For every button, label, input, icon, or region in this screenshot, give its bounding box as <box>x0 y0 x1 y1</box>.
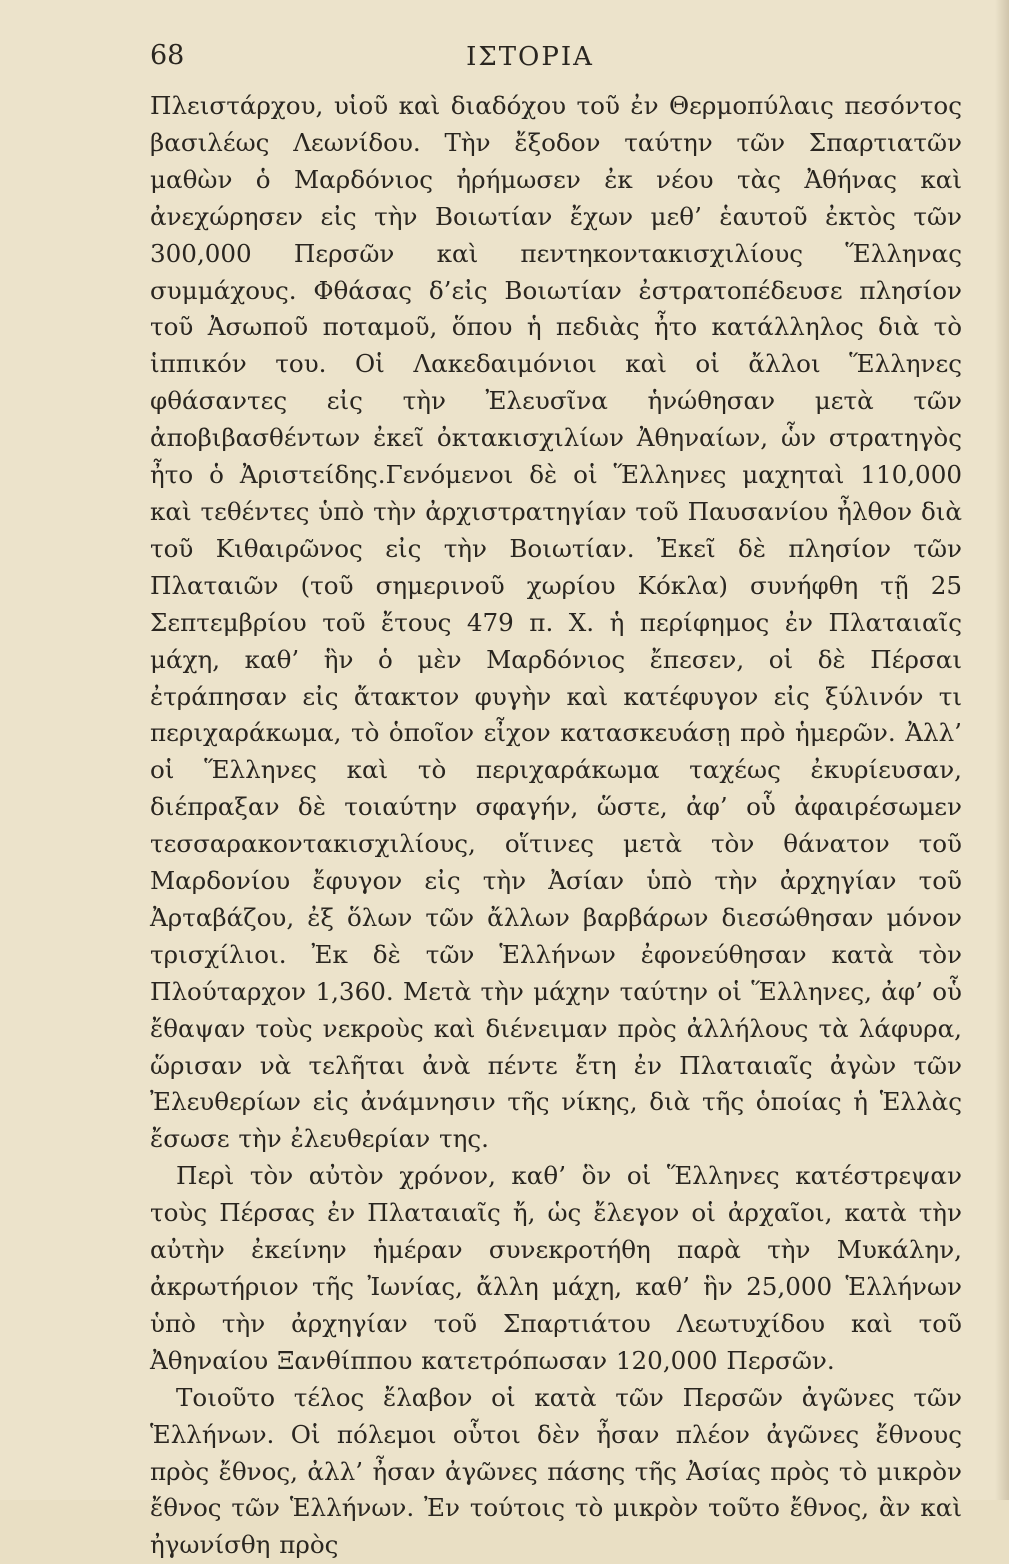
running-head: ΙΣΤΟΡΙΑ <box>466 42 594 72</box>
paragraph-1: Πλειστάρχου, υἱοῦ καὶ διαδόχου τοῦ ἐν Θερμοπύλαις πεσόντος βασιλέως Λεωνίδου. Τὴν ἔξοδον ταύτην τῶν Σπαρτιατῶν μαθὼν ὁ Μαρδόνιος ἠρήμωσεν ἐκ νέου τὰς Ἀθήνας καὶ ἀνεχώρησεν εἰς τὴν Βοιωτίαν ἔχων μεθ’ ἑαυτοῦ ἐκτὸς τῶν 300,000 Περσῶν καὶ πεντηκοντακισχιλίους Ἕλληνας συμμάχους. Φθάσας δ’εἰς Βοιωτίαν ἐστρατοπέδευσε πλησίον τοῦ Ἀσωποῦ ποταμοῦ, ὅπου ἡ πεδιὰς ἦτο κατάλληλος διὰ τὸ ἱππικόν του. Οἱ Λακεδαιμόνιοι καὶ οἱ ἄλλοι Ἕλληνες φθάσαντες εἰς τὴν Ἐλευσῖνα ἡνώθησαν μετὰ τῶν ἀποβιβασθέντων ἐκεῖ ὀκτακισχιλίων Ἀθηναίων, ὧν στρατηγὸς ἦτο ὁ Ἀριστείδης.Γενόμενοι δὲ οἱ Ἕλληνες μαχηταὶ 110,000 καὶ τεθέντες ὑπὸ τὴν ἀρχιστρατηγίαν τοῦ Παυσανίου ἦλθον διὰ τοῦ Κιθαιρῶνος εἰς τὴν Βοιωτίαν. Ἐκεῖ δὲ πλησίον τῶν Πλαταιῶν (τοῦ σημερινοῦ χωρίου Κόκλα) συνήφθη τῇ 25 Σεπτεμβρίου τοῦ ἔτους 479 π. Χ. ἡ περίφημος ἐν Πλαταιαῖς μάχη, καθ’ ἣν ὁ μὲν Μαρδόνιος ἔπεσεν, οἱ δὲ Πέρσαι ἐτράπησαν εἰς ἄτακτον φυγὴν καὶ κατέφυγον εἰς ξύλινόν τι περιχαράκωμα, τὸ ὁποῖον εἶχον κατασκευάσῃ πρὸ ἡμερῶν. Ἀλλ’ οἱ Ἕλληνες καὶ τὸ περιχαράκωμα ταχέως ἐκυρίευσαν, διέπραξαν δὲ τοιαύτην σφαγήν, ὥστε, ἀφ’ οὗ ἀφαιρέσωμεν τεσσαρακοντακισχιλίους, οἵτινες μετὰ τὸν θάνατον τοῦ Μαρδονίου ἔφυγον εἰς τὴν Ἀσίαν ὑπὸ τὴν ἀρχηγίαν τοῦ Ἀρταβάζου, ἐξ ὅλων τῶν ἄλλων βαρβάρων διεσώθησαν μόνον τρισχίλιοι. Ἐκ δὲ τῶν Ἑλλήνων ἐφονεύθησαν κατὰ τὸν Πλούταρχον 1,360. Μετὰ τὴν μάχην ταύτην οἱ Ἕλληνες, ἀφ’ οὗ ἔθαψαν τοὺς νεκροὺς καὶ διένειμαν πρὸς ἀλλήλους τὰ λάφυρα, ὥρισαν νὰ τελῆται ἀνὰ πέντε ἔτη ἐν Πλαταιαῖς ἀγὼν τῶν Ἐλευθερίων εἰς ἀνάμνησιν τῆς νίκης, διὰ τῆς ὁποίας ἡ Ἑλλὰς ἔσωσε τὴν ἐλευθερίαν της. <box>150 91 962 1154</box>
page-header <box>150 40 910 80</box>
paragraph-2: Περὶ τὸν αὐτὸν χρόνον, καθ’ ὃν οἱ Ἕλληνες κατέστρεψαν τοὺς Πέρσας ἐν Πλαταιαῖς ἤ, ὡς ἔλεγον οἱ ἀρχαῖοι, κατὰ τὴν αὐτὴν ἐκείνην ἡμέραν συνεκροτήθη παρὰ τὴν Μυκάλην, ἀκρωτήριον τῆς Ἰωνίας, ἄλλη μάχη, καθ’ ἣν 25,000 Ἑλλήνων ὑπὸ τὴν ἀρχηγίαν τοῦ Σπαρτιάτου Λεωτυχίδου καὶ τοῦ Ἀθηναίου Ξανθίππου κατετρόπωσαν 120,000 Περσῶν. <box>150 1161 962 1375</box>
page-number: 68 <box>150 40 185 71</box>
paragraph-3: Τοιοῦτο τέλος ἔλαβον οἱ κατὰ τῶν Περσῶν ἀγῶνες τῶν Ἑλλήνων. Οἱ πόλεμοι οὗτοι δὲν ἦσαν πλέον ἀγῶνες ἔθνους πρὸς ἔθνος, ἀλλ’ ἦσαν ἀγῶνες πάσης τῆς Ἀσίας πρὸς τὸ μικρὸν ἔθνος τῶν Ἑλλήνων. Ἐν τούτοις τὸ μικρὸν τοῦτο ἔθνος, ἂν καὶ ἠγωνίσθη πρὸς <box>150 1382 962 1560</box>
page-body <box>150 88 962 1564</box>
